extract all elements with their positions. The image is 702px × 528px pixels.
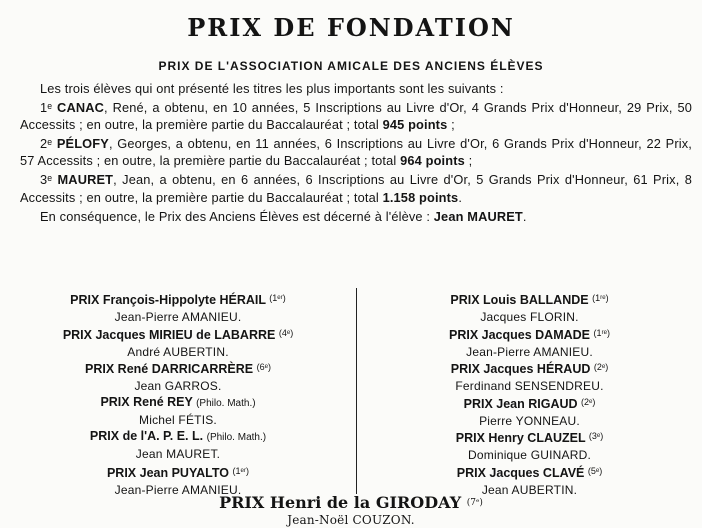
section-subtitle: PRIX DE L'ASSOCIATION AMICALE DES ANCIENS ÉLÈVES <box>158 59 544 73</box>
entry-text: , Georges, a obtenu, en 11 années, 6 Inscriptions au Livre d'Or, 6 Grands Prix d'Honneur, 22 Prix, 57 Accessits ; en outre, la première partie du Baccalauréat ; total <box>20 135 692 169</box>
prize-heraud <box>357 359 702 394</box>
prize-name: PRIX Jacques DAMADE $^{(1ʳᵉ)}$ <box>448 327 610 342</box>
entry-text: , René, a obtenu, en 10 années, 5 Inscriptions au Livre d'Or, 4 Grands Prix d'Honneur, 29 Prix, 50 Accessits ; en outre, la première partie du Baccalauréat ; total <box>20 99 692 133</box>
conclusion <box>20 208 692 226</box>
prize-ballande <box>357 290 702 325</box>
prize-winner: André AUBERTIN. <box>127 344 229 359</box>
conclusion-name: Jean MAURET <box>433 209 523 225</box>
prize-name: PRIX Jean PUYALTO $^{(1ᵉʳ)}$ <box>106 465 250 480</box>
prize-herail <box>0 290 356 325</box>
conclusion-end: . <box>522 209 527 225</box>
prize-winner: Pierre YONNEAU. <box>479 413 580 428</box>
prize-name: PRIX Jacques HÉRAUD $^{(2ᵉ)}$ <box>450 362 609 376</box>
prize-clauzel <box>357 428 702 463</box>
prize-name: PRIX René REY (Philo. Math.) <box>100 394 256 409</box>
prizes-right-column <box>357 290 702 497</box>
prize-winner: Jacques FLORIN. <box>480 310 579 324</box>
prize-darricarrere <box>0 359 356 394</box>
prize-winner: Jean-Pierre AMANIEU. <box>114 482 242 497</box>
prize-damade <box>357 325 702 360</box>
prize-name: PRIX Jacques CLAVÉ $^{(5ᵉ)}$ <box>456 465 603 480</box>
intro-text: Les trois élèves qui ont présenté les titres les plus importants sont les suivants : <box>40 81 504 96</box>
prize-winner: Michel FÉTIS. <box>139 412 217 427</box>
entry-name: CANAC <box>57 99 105 115</box>
prize-winner: Jean-Pierre AMANIEU. <box>114 310 242 324</box>
prize-name: PRIX Henri de la GIRODAY $^{(7ᵉ)}$ <box>219 493 483 512</box>
entry-total: 964 points <box>400 153 465 169</box>
prize-name: PRIX Louis BALLANDE $^{(1ʳᵉ)}$ <box>450 293 609 307</box>
prize-apel <box>0 428 356 463</box>
prize-winner: Dominique GUINARD. <box>468 448 591 462</box>
prize-name: PRIX François-Hippolyte HÉRAIL $^{(1ᵉʳ)}$ <box>70 293 286 307</box>
prize-winner: Jean AUBERTIN. <box>481 482 578 497</box>
entry-rank: 2ᵉ <box>40 135 53 151</box>
prize-name: PRIX Jacques MIRIEU de LABARRE $^{(4ᵉ)}$ <box>62 327 294 342</box>
prize-clave <box>357 463 702 498</box>
entry-pelofy <box>20 135 692 170</box>
prize-winner: Ferdinand SENSENDREU. <box>455 379 604 393</box>
prize-name: PRIX Henry CLAUZEL $^{(3ᵉ)}$ <box>455 431 604 445</box>
entry-rank: 1ᵉ <box>40 99 53 115</box>
prize-rigaud <box>357 394 702 429</box>
entry-mauret <box>20 171 692 206</box>
entry-total: 945 points <box>382 117 448 133</box>
entry-end: ; <box>464 153 473 169</box>
entry-end: . <box>458 189 463 205</box>
prize-mirieu-de-labarre <box>0 325 356 360</box>
prize-name: PRIX Jean RIGAUD $^{(2ᵉ)}$ <box>463 396 596 411</box>
prize-winner: Jean GARROS. <box>134 379 222 393</box>
entry-name: MAURET <box>57 171 114 187</box>
entry-end: ; <box>447 117 455 133</box>
prize-rey <box>0 394 356 429</box>
conclusion-text: En conséquence, le Prix des Anciens Élèves est décerné à l'élève : <box>40 209 434 225</box>
entry-name: PÉLOFY <box>56 135 109 151</box>
prize-puyalto <box>0 463 356 498</box>
prize-winner: Jean-Pierre AMANIEU. <box>466 344 593 359</box>
prize-name: PRIX de l'A. P. E. L. (Philo. Math.) <box>89 429 267 443</box>
prize-winner: Jean-Noël COUZON. <box>287 513 415 527</box>
prize-name: PRIX René DARRICARRÈRE $^{(6ᵉ)}$ <box>85 362 271 376</box>
prize-winner: Jean MAURET. <box>135 447 221 461</box>
document-title: PRIX DE FONDATION <box>187 13 515 42</box>
prizes-left-column <box>0 290 356 497</box>
entry-canac <box>20 99 692 134</box>
entry-text: , Jean, a obtenu, en 6 années, 6 Inscriptions au Livre d'Or, 5 Grands Prix d'Honneur, 61 Prix, 8 Accessits ; en outre, la première partie du Baccalauréat ; total <box>20 171 692 205</box>
intro-section <box>20 80 692 226</box>
entry-rank: 3ᵉ <box>40 171 53 187</box>
entry-total: 1.158 points <box>382 189 459 205</box>
prize-giroday <box>0 494 702 528</box>
